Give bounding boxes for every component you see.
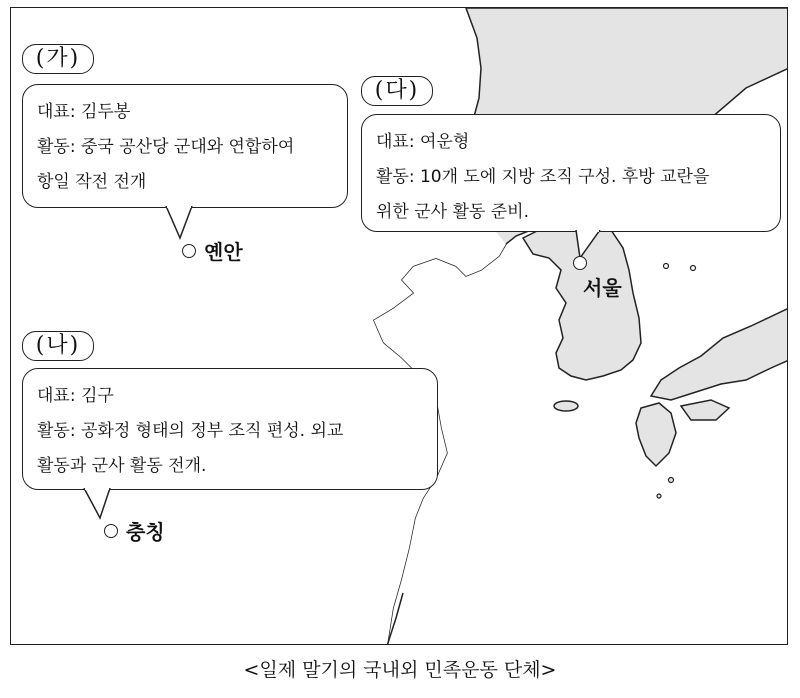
- group-na-location: [104, 516, 165, 545]
- group-ga-location: [182, 236, 243, 265]
- group-da-rep: 대표: 여운형: [376, 132, 470, 152]
- group-na-rep: 대표: 김구: [37, 386, 114, 406]
- group-ga-activity-2: 항일 작전 전개: [37, 172, 147, 192]
- group-na-activity-1: 활동: 공화정 형태의 정부 조직 편성. 외교: [37, 421, 344, 441]
- group-da-place: 서울: [583, 276, 622, 300]
- location-circle-icon: [573, 256, 587, 270]
- location-circle-icon: [104, 524, 118, 538]
- group-ga-bubble: [22, 84, 348, 208]
- island-dot: [657, 494, 661, 498]
- island-dot: [669, 478, 674, 483]
- island-dot: [691, 266, 696, 271]
- japan-shikoku: [681, 400, 729, 420]
- group-da-location: [573, 256, 622, 301]
- japan-kyushu: [636, 403, 676, 466]
- group-na-tag: (나): [22, 331, 94, 361]
- group-ga-activity-1: 활동: 중국 공산당 군대와 연합하여: [37, 137, 295, 157]
- group-ga-rep: 대표: 김두봉: [37, 102, 131, 122]
- location-circle-icon: [182, 244, 196, 258]
- japan-honshu: [651, 308, 788, 400]
- group-ga-place: 옌안: [204, 240, 243, 264]
- jeju-island: [554, 401, 578, 411]
- figure-caption: <일제 말기의 국내외 민족운동 단체>: [243, 659, 557, 681]
- group-na-place: 충칭: [126, 520, 165, 544]
- group-ga-tag: (가): [22, 44, 94, 74]
- group-da-bubble: [361, 114, 781, 232]
- group-da-activity-1: 활동: 10개 도에 지방 조직 구성. 후방 교란을: [376, 167, 710, 187]
- group-da-activity-2: 위한 군사 활동 준비.: [376, 202, 529, 222]
- group-da-tag: (다): [361, 76, 433, 106]
- group-na-bubble: [22, 368, 438, 490]
- group-na-activity-2: 활동과 군사 활동 전개.: [37, 456, 207, 476]
- island-dot: [664, 264, 669, 269]
